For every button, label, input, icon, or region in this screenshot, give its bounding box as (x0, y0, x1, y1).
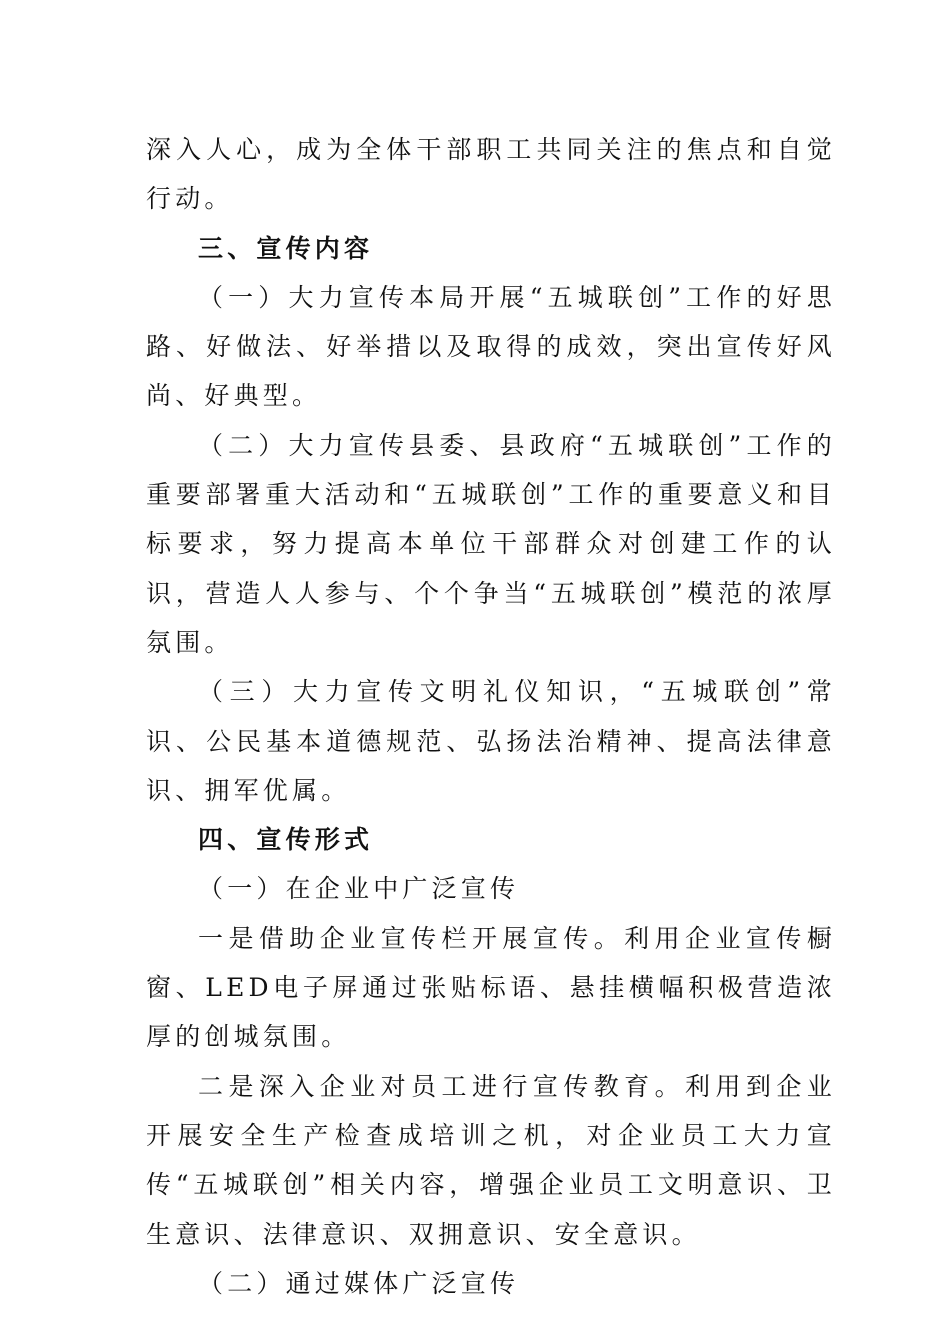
paragraph-content-2: （二）大力宣传县委、县政府“五城联创”工作的重要部署重大活动和“五城联创”工作的重要意义和目标要求，努力提高本单位干部群众对创建工作的认识，营造人人参与、个个争当“五城联创”模范的浓厚氛围。 (146, 430, 836, 657)
document-body (146, 125, 836, 1308)
paragraph-enterprise-1: 一是借助企业宣传栏开展宣传。利用企业宣传橱窗、LED电子屏通过张贴标语、悬挂横幅积极营造浓厚的创城氛围。 (146, 923, 836, 1052)
section-heading-form: 四、宣传形式 (198, 825, 374, 855)
paragraph-continuation: 深入人心，成为全体干部职工共同关注的焦点和自觉行动。 (146, 135, 836, 214)
subheading-enterprise: （一）在企业中广泛宣传 (198, 874, 520, 904)
paragraph-content-3: （三）大力宣传文明礼仪知识，“五城联创”常识、公民基本道德规范、弘扬法治精神、提高法律意识、拥军优属。 (146, 677, 836, 805)
paragraph-enterprise-2: 二是深入企业对员工进行宣传教育。利用到企业开展安全生产检查成培训之机，对企业员工大力宣传“五城联创”相关内容，增强企业员工文明意识、卫生意识、法律意识、双拥意识、安全意识。 (146, 1071, 836, 1249)
subheading-media: （二）通过媒体广泛宣传 (198, 1268, 520, 1298)
section-heading-content: 三、宣传内容 (198, 233, 374, 263)
paragraph-content-1: （一）大力宣传本局开展“五城联创”工作的好思路、好做法、好举措以及取得的成效，突出宣传好风尚、好典型。 (146, 282, 836, 411)
